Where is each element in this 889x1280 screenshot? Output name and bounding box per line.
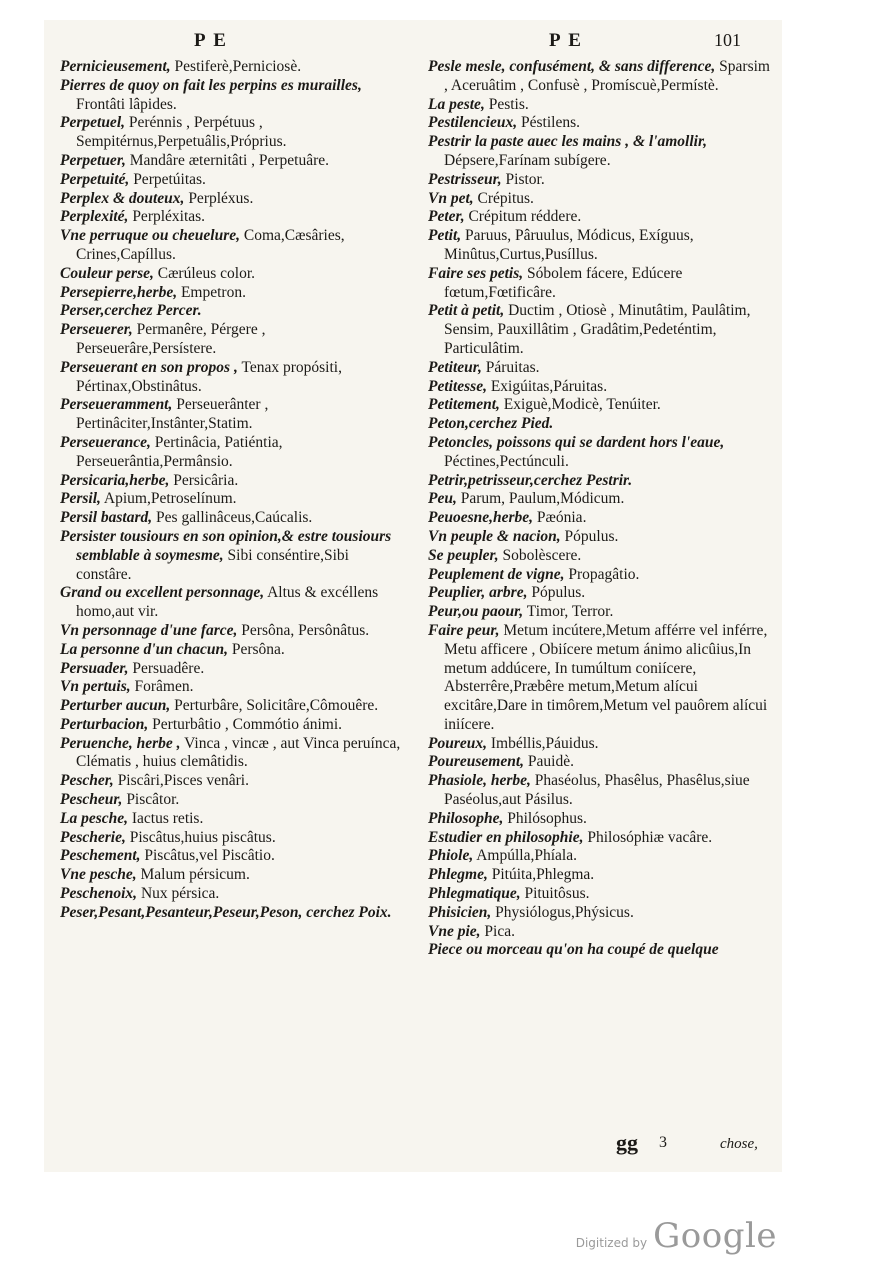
entry-translation: Ductim , Otiosè , Minutâtim, Paulâtim, Sensim, Pauxillâtim , Gradâtim,Pedeténtim, Particulâtim. <box>444 302 751 357</box>
dictionary-entry <box>428 359 773 378</box>
entry-headword: Persil bastard, <box>60 509 153 527</box>
entry-headword: Grand ou excellent personnage, <box>60 584 265 602</box>
running-head-right: P E <box>549 30 583 51</box>
entry-translation: Metum incútere,Metum afférre vel inférre, Metu afficere , Obiícere metum ánimo alicûius,In metum addúcere, In tumúltum coniícere, Absterrêre,Præbêre metum,Metum alícui excitâre,Dare in timôrem,Metum vel pauôrem alícui iniícere. <box>444 621 768 733</box>
entry-headword: Vne perruque ou cheuelure, <box>60 227 240 245</box>
right-column <box>428 58 773 960</box>
entry-translation: Exiguè,Modicè, Tenúiter. <box>499 396 661 414</box>
signature-mark: gg <box>616 1130 638 1155</box>
entry-headword: Phiole, <box>428 847 474 865</box>
entry-translation: Pes gallinâceus,Caúcalis. <box>152 509 313 527</box>
entry-translation: Frontâti lâpides. <box>76 95 177 113</box>
dictionary-entry <box>428 547 773 566</box>
entry-headword: Perpetuel, <box>60 114 125 132</box>
entry-headword: Petrir,petrisseur,cerchez Pestrir. <box>428 471 633 489</box>
dictionary-entry <box>60 584 405 622</box>
entry-translation: Apium,Petroselínum. <box>100 490 237 508</box>
entry-translation: Dépsere,Farínam subígere. <box>444 151 611 169</box>
entry-headword: Petitement, <box>428 396 500 414</box>
entry-translation: Pauidè. <box>524 753 574 771</box>
entry-translation: Perpléxitas. <box>128 208 206 226</box>
entry-headword: Perpetuer, <box>60 151 126 169</box>
dictionary-entry <box>60 490 405 509</box>
entry-translation: Tenax propósiti, Pértinax,Obstinâtus. <box>76 358 342 395</box>
dictionary-entry <box>428 847 773 866</box>
entry-translation: Crépitum réddere. <box>464 208 582 226</box>
dictionary-entry <box>60 622 405 641</box>
entry-headword: Peur,ou paour, <box>428 603 524 621</box>
dictionary-entry <box>60 660 405 679</box>
entry-headword: Poureusement, <box>428 753 525 771</box>
dictionary-entry <box>428 923 773 942</box>
google-logo: Google <box>653 1216 777 1256</box>
entry-translation: Philósophus. <box>503 809 587 827</box>
entry-headword: Piece ou morceau qu'on ha coupé de quelque <box>428 941 719 959</box>
entry-headword: Vn pet, <box>428 189 474 207</box>
dictionary-entry <box>60 302 405 321</box>
watermark-prefix: Digitized by <box>575 1236 648 1250</box>
entry-translation: Piscâtus,vel Piscâtio. <box>140 847 275 865</box>
entry-translation: Perpléxus. <box>184 189 254 207</box>
entry-headword: Vn peuple & nacion, <box>428 527 561 545</box>
entry-translation: Pæónia. <box>533 509 587 527</box>
dictionary-entry <box>428 603 773 622</box>
dictionary-entry <box>60 396 405 434</box>
entry-headword: Vn personnage d'une farce, <box>60 621 238 639</box>
dictionary-entry <box>60 885 405 904</box>
entry-translation: Nux pérsica. <box>137 885 220 903</box>
entry-headword: Vne pie, <box>428 922 481 940</box>
dictionary-entry <box>428 208 773 227</box>
google-watermark <box>576 1216 777 1256</box>
entry-headword: Perseuerance, <box>60 433 151 451</box>
entry-translation: Coma,Cæsâries, Crines,Capíllus. <box>76 227 345 263</box>
dictionary-entry <box>428 190 773 209</box>
entry-headword: Peuoesne,herbe, <box>428 509 534 527</box>
page-number: 101 <box>714 30 741 50</box>
entry-headword: Phisicien, <box>428 903 492 921</box>
entry-translation: Vinca , vincæ , aut Vinca peruínca, Clématis , huius clemâtidis. <box>76 734 401 771</box>
entry-headword: Philosophe, <box>428 809 504 827</box>
entry-translation: Cærúleus color. <box>153 264 256 282</box>
entry-headword: Perplex & douteux, <box>60 189 185 207</box>
entry-headword: Petit à petit, <box>428 302 505 320</box>
entry-headword: Pescher, <box>60 772 114 790</box>
entry-translation: Pertinâcia, Patiéntia, Perseuerântia,Permânsio. <box>76 433 283 470</box>
running-head-left: P E <box>194 30 228 51</box>
entry-translation: Perseuerânter , Pertinâciter,Instânter,Statim. <box>76 396 269 433</box>
entry-translation: Pitúita,Phlegma. <box>487 866 595 884</box>
entry-translation: Piscâtus,huius piscâtus. <box>125 828 276 846</box>
dictionary-entry <box>60 359 405 397</box>
dictionary-entry <box>428 528 773 547</box>
dictionary-entry <box>60 152 405 171</box>
entry-translation: Pistor. <box>501 170 545 188</box>
dictionary-entry <box>60 434 405 472</box>
entry-translation: Perturbâtio , Commótio ánimi. <box>148 715 343 733</box>
dictionary-entry <box>60 866 405 885</box>
entry-translation: Perturbâre, Solicitâre,Cômouêre. <box>170 697 379 715</box>
entry-translation: Péctines,Pectúnculi. <box>444 452 569 470</box>
dictionary-entry <box>60 77 405 115</box>
entry-translation: Sparsim , Aceruâtim , Confusè , Promíscuè,Permístè. <box>444 58 770 94</box>
dictionary-entry <box>60 509 405 528</box>
entry-headword: Peser,Pesant,Pesanteur,Peseur,Peson, cerchez Poix. <box>60 903 392 921</box>
entry-headword: Estudier en philosophie, <box>428 828 584 846</box>
entry-translation: Sóbolem fácere, Edúcere fœtum,Fœtificâre. <box>444 264 683 301</box>
entry-headword: Peuplement de vigne, <box>428 565 565 583</box>
entry-headword: Petitesse, <box>428 377 487 395</box>
entry-headword: Perseueramment, <box>60 396 173 414</box>
dictionary-entry <box>428 904 773 923</box>
entry-headword: Persister tousiours en son opinion,& estre tousiours semblable à soymesme, <box>60 527 392 564</box>
entry-translation: Pópulus. <box>560 527 619 545</box>
dictionary-entry <box>60 641 405 660</box>
dictionary-entry <box>428 58 773 96</box>
dictionary-entry <box>428 735 773 754</box>
entry-headword: Vn pertuis, <box>60 678 131 696</box>
entry-headword: Petoncles, poissons qui se dardent hors l'eaue, <box>428 433 725 451</box>
entry-translation: Pestiferè,Perniciosè. <box>170 58 302 75</box>
dictionary-entry <box>60 208 405 227</box>
entry-translation: Persicâria. <box>169 471 239 489</box>
entry-translation: Ampúlla,Phíala. <box>473 847 577 865</box>
entry-headword: La personne d'un chacun, <box>60 640 228 658</box>
dictionary-entry <box>60 472 405 491</box>
dictionary-entry <box>60 321 405 359</box>
catchword: chose, <box>720 1136 758 1152</box>
dictionary-entry <box>428 772 773 810</box>
dictionary-entry <box>428 622 773 735</box>
entry-translation: Paruus, Pâruulus, Módicus, Exíguus, Minûtus,Curtus,Pusíllus. <box>444 227 694 263</box>
entry-headword: Peter, <box>428 208 465 226</box>
entry-headword: Persuader, <box>60 659 129 677</box>
entry-headword: Faire peur, <box>428 621 500 639</box>
entry-headword: Perturber aucun, <box>60 697 171 715</box>
entry-translation: Mandâre æternitâti , Perpetuâre. <box>125 151 330 169</box>
entry-headword: Perpetuité, <box>60 170 130 188</box>
dictionary-entry <box>60 772 405 791</box>
dictionary-entry <box>60 716 405 735</box>
entry-translation: Péstilens. <box>517 114 580 132</box>
entry-translation: Persuadêre. <box>128 659 205 677</box>
dictionary-entry <box>60 735 405 773</box>
dictionary-entry <box>428 584 773 603</box>
entry-translation: Perénnis , Perpétuus , Sempitérnus,Perpetuâlis,Próprius. <box>76 114 287 151</box>
entry-headword: Phlegmatique, <box>428 885 521 903</box>
entry-translation: Persôna. <box>227 640 285 658</box>
entry-translation: Sobolèscere. <box>498 546 582 564</box>
entry-headword: Peu, <box>428 490 457 508</box>
dictionary-entry <box>428 133 773 171</box>
signature-number: 3 <box>659 1134 667 1151</box>
entry-headword: La peste, <box>428 95 485 113</box>
entry-headword: Persepierre,herbe, <box>60 283 178 301</box>
entry-headword: Pescherie, <box>60 828 126 846</box>
entry-headword: Perser,cerchez Percer. <box>60 302 202 320</box>
entry-headword: Petiteur, <box>428 358 482 376</box>
entry-headword: Phlegme, <box>428 866 488 884</box>
dictionary-entry <box>428 396 773 415</box>
entry-translation: Timor, Terror. <box>523 603 614 621</box>
dictionary-entry <box>428 265 773 303</box>
entry-headword: Pestrisseur, <box>428 170 502 188</box>
entry-translation: Malum pérsicum. <box>136 866 250 884</box>
dictionary-entry <box>428 96 773 115</box>
dictionary-entry <box>428 866 773 885</box>
entry-headword: Phasiole, herbe, <box>428 772 531 790</box>
dictionary-entry <box>428 753 773 772</box>
entry-translation: Pópulus. <box>527 584 586 602</box>
entry-headword: Perseuerer, <box>60 321 133 339</box>
left-column <box>60 58 405 923</box>
entry-translation: Crépitus. <box>473 189 534 207</box>
entry-headword: La pesche, <box>60 809 129 827</box>
entry-headword: Pestilencieux, <box>428 114 518 132</box>
entry-translation: Propagâtio. <box>564 565 640 583</box>
entry-translation: Páruitas. <box>481 358 540 376</box>
dictionary-entry <box>60 528 405 584</box>
dictionary-entry <box>60 58 405 77</box>
dictionary-entry <box>428 509 773 528</box>
entry-translation: Perpetúitas. <box>129 170 206 188</box>
entry-headword: Pernicieusement, <box>60 58 171 75</box>
entry-translation: Phaséolus, Phasêlus, Phasêlus,siue Paséolus,aut Pásilus. <box>444 772 750 809</box>
dictionary-entry <box>60 791 405 810</box>
entry-translation: Altus & excéllens homo,aut vir. <box>76 584 379 621</box>
entry-headword: Vne pesche, <box>60 866 137 884</box>
dictionary-entry <box>60 284 405 303</box>
entry-headword: Peton,cerchez Pied. <box>428 415 554 433</box>
dictionary-entry <box>428 434 773 472</box>
dictionary-entry <box>428 415 773 434</box>
dictionary-entry <box>428 490 773 509</box>
dictionary-entry <box>428 227 773 265</box>
dictionary-entry <box>428 171 773 190</box>
dictionary-entry <box>428 114 773 133</box>
dictionary-entry <box>428 472 773 491</box>
entry-translation: Persôna, Persônâtus. <box>237 621 370 639</box>
entry-headword: Peschenoix, <box>60 885 138 903</box>
dictionary-entry <box>60 847 405 866</box>
entry-headword: Petit, <box>428 227 462 245</box>
entry-translation: Sibi conséntire,Sibi constâre. <box>76 546 349 583</box>
entry-translation: Empetron. <box>177 283 246 301</box>
entry-translation: Permanêre, Pérgere , Perseuerâre,Persístere. <box>76 321 266 357</box>
entry-headword: Peschement, <box>60 847 141 865</box>
entry-headword: Perplexité, <box>60 208 129 226</box>
entry-translation: Physiólogus,Phýsicus. <box>491 903 634 921</box>
entry-headword: Persil, <box>60 490 101 508</box>
entry-headword: Peuplier, arbre, <box>428 584 528 602</box>
entry-headword: Couleur perse, <box>60 264 154 282</box>
entry-headword: Pesle mesle, confusément, & sans difference, <box>428 58 716 75</box>
dictionary-entry <box>428 810 773 829</box>
dictionary-entry <box>60 171 405 190</box>
dictionary-entry <box>60 265 405 284</box>
entry-headword: Perturbacion, <box>60 715 149 733</box>
entry-translation: Pica. <box>480 922 515 940</box>
entry-translation: Piscâtor. <box>122 791 180 809</box>
entry-headword: Se peupler, <box>428 546 499 564</box>
dictionary-entry <box>60 697 405 716</box>
entry-headword: Poureux, <box>428 734 487 752</box>
entry-translation: Philosóphiæ vacâre. <box>583 828 713 846</box>
dictionary-entry <box>428 378 773 397</box>
entry-headword: Pierres de quoy on fait les perpins es murailles, <box>60 76 362 94</box>
entry-headword: Pestrir la paste auec les mains , & l'amollir, <box>428 133 708 151</box>
dictionary-entry <box>60 227 405 265</box>
dictionary-entry <box>60 190 405 209</box>
entry-translation: Exigúitas,Páruitas. <box>486 377 608 395</box>
dictionary-entry <box>428 566 773 585</box>
dictionary-entry <box>60 829 405 848</box>
book-page <box>44 20 782 1172</box>
entry-headword: Perseuerant en son propos , <box>60 358 238 376</box>
dictionary-entry <box>428 885 773 904</box>
dictionary-entry <box>428 941 773 960</box>
dictionary-entry <box>60 904 405 923</box>
entry-translation: Pestis. <box>484 95 529 113</box>
dictionary-entry <box>428 302 773 358</box>
entry-translation: Forâmen. <box>130 678 194 696</box>
entry-translation: Pituitôsus. <box>520 885 590 903</box>
dictionary-entry <box>60 678 405 697</box>
entry-headword: Pescheur, <box>60 791 123 809</box>
entry-translation: Piscâri,Pisces venâri. <box>113 772 249 790</box>
dictionary-entry <box>428 829 773 848</box>
dictionary-entry <box>60 114 405 152</box>
entry-translation: Parum, Paulum,Módicum. <box>456 490 625 508</box>
entry-headword: Faire ses petis, <box>428 264 524 282</box>
entry-headword: Peruenche, herbe , <box>60 734 181 752</box>
dictionary-entry <box>60 810 405 829</box>
entry-translation: Imbéllis,Páuidus. <box>487 734 599 752</box>
entry-translation: Iactus retis. <box>128 809 204 827</box>
entry-headword: Persicaria,herbe, <box>60 471 170 489</box>
